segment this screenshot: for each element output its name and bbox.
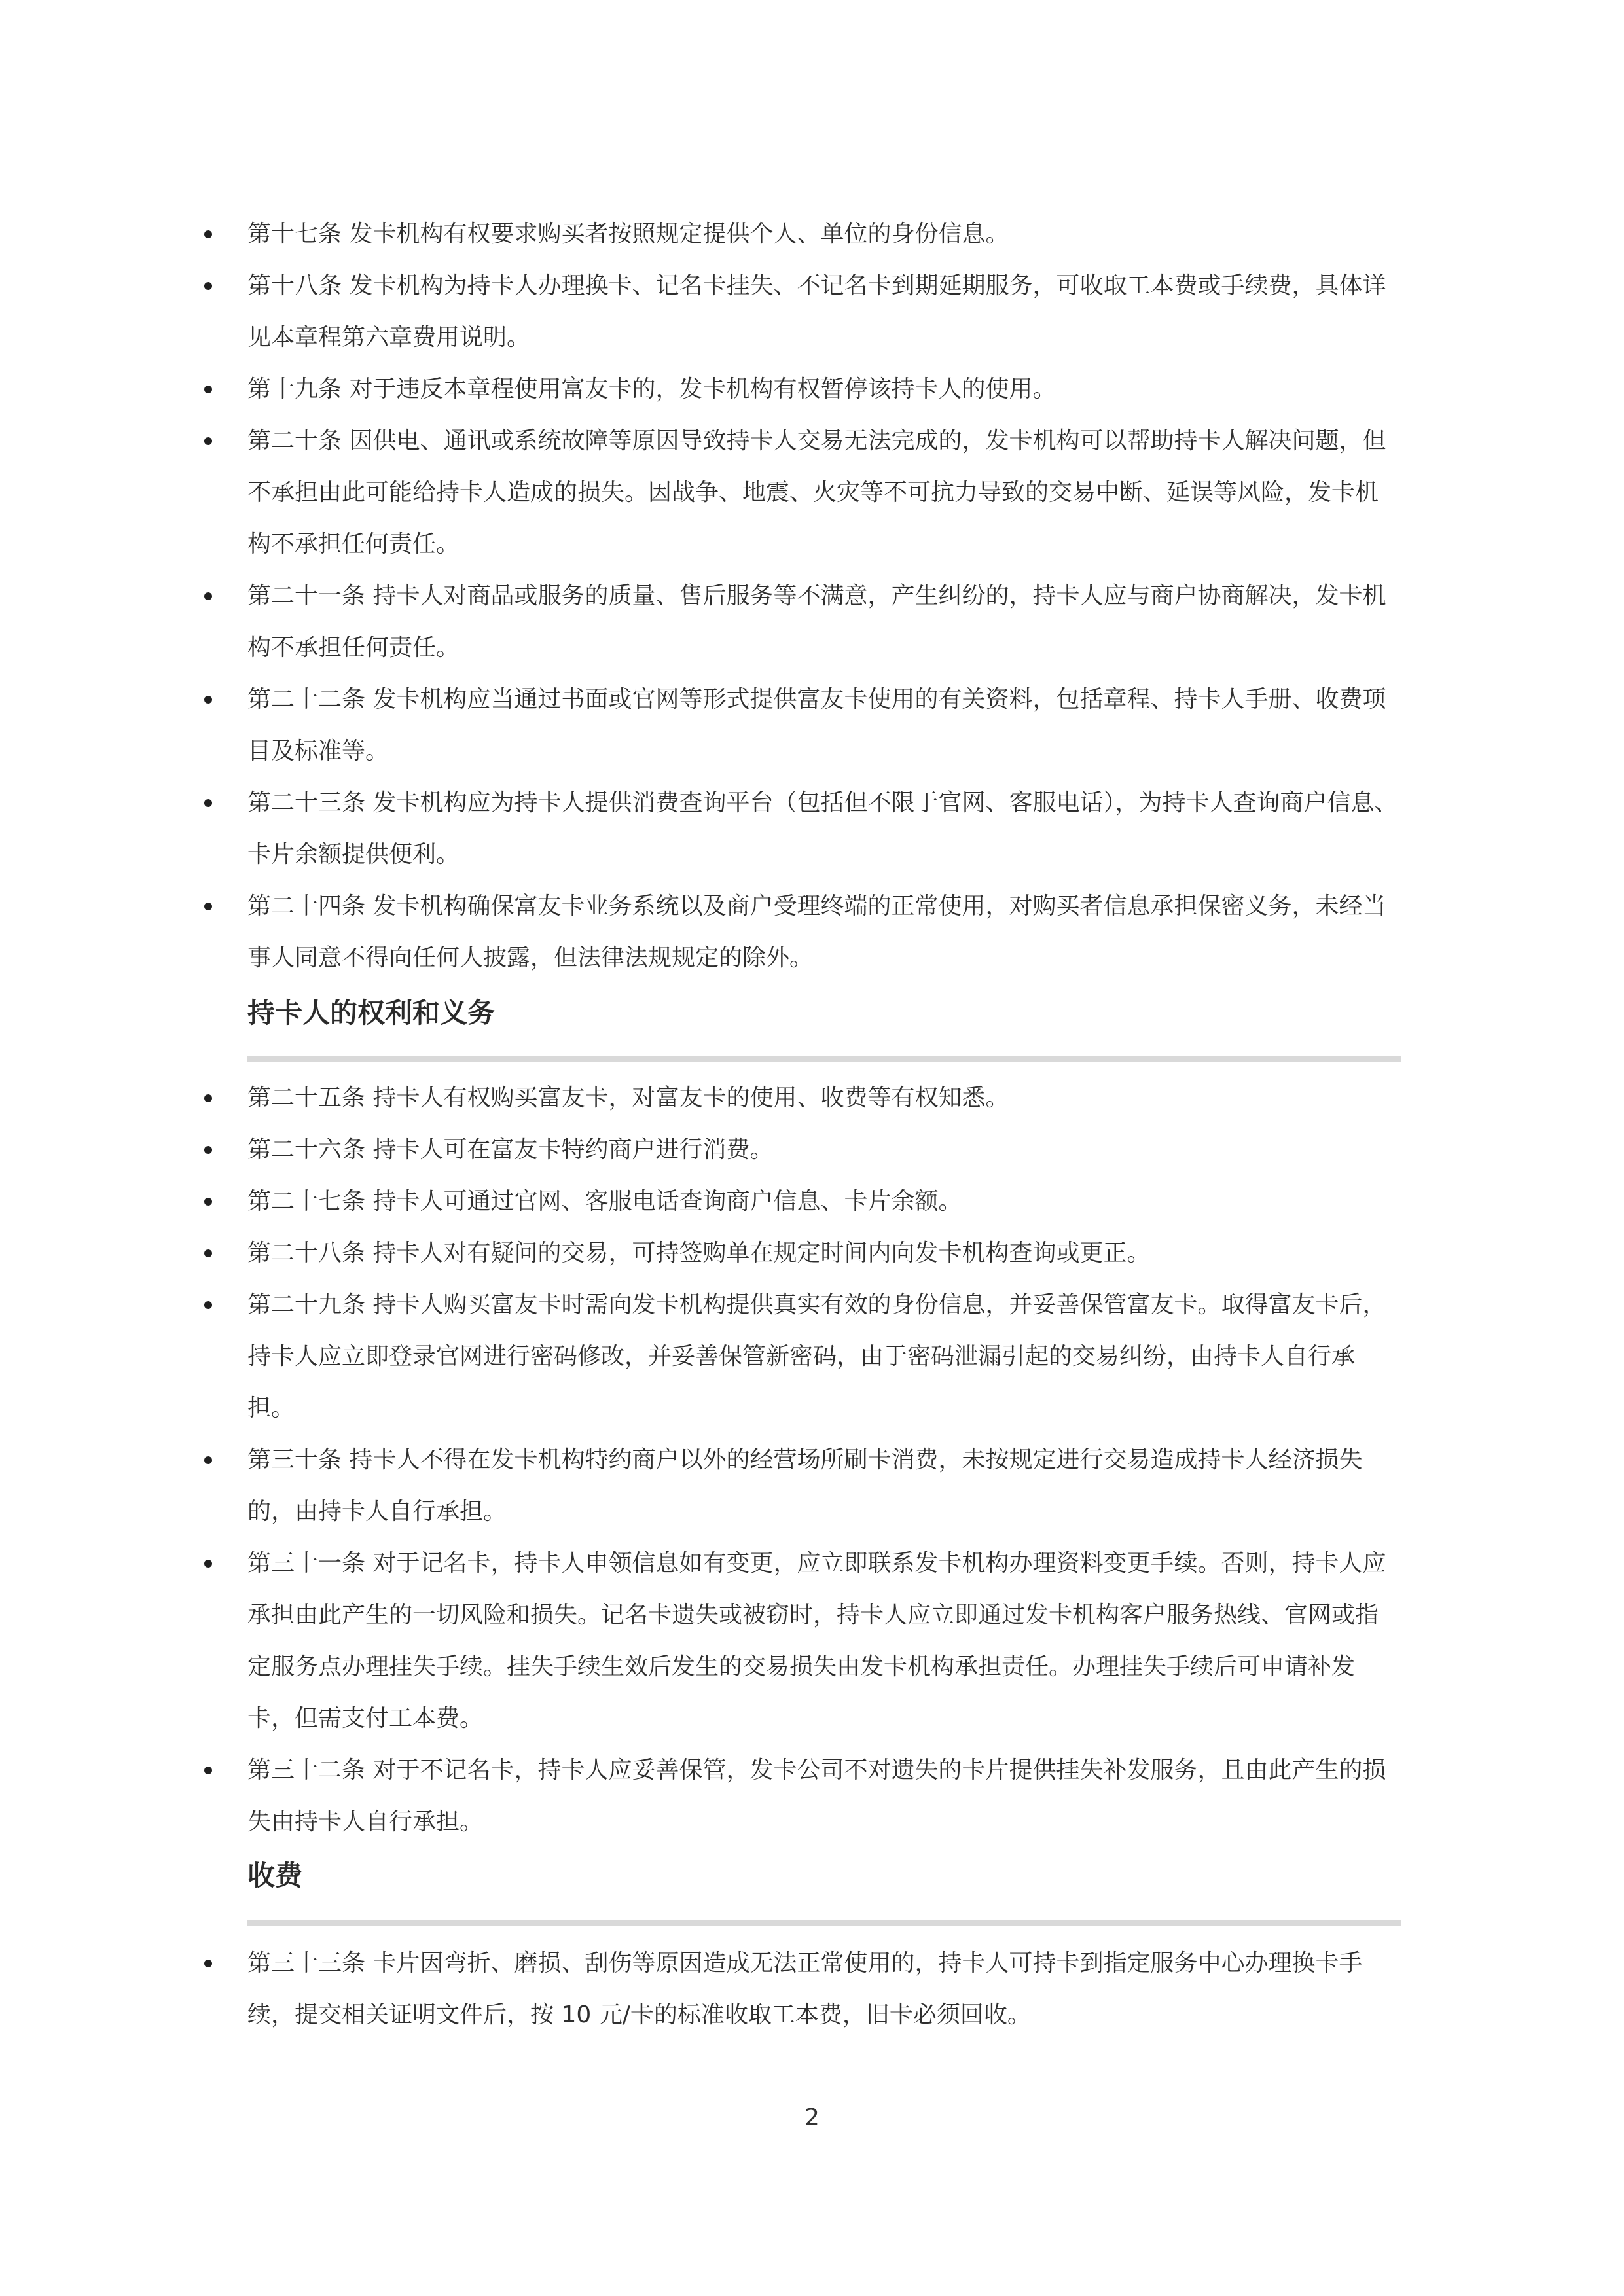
list-item: [196, 1072, 1401, 1124]
article-text: 第二十八条 持卡人对有疑问的交易，可持签购单在规定时间内向发卡机构查询或更正。: [247, 1240, 1151, 1266]
article-text: 第二十三条 发卡机构应为持卡人提供消费查询平台（包括但不限于官网、客服电话），为持卡人查询商户信息、卡片余额提供便利。: [247, 789, 1398, 868]
list-item: [196, 777, 1401, 880]
article-text: 第二十九条 持卡人购买富友卡时需向发卡机构提供真实有效的身份信息，并妥善保管富友卡。取得富友卡后，持卡人应立即登录官网进行密码修改，并妥善保管新密码，由于密码泄漏引起的交易纠纷，由持卡人自行承担。: [247, 1291, 1386, 1422]
list-item: [196, 1744, 1401, 1848]
article-text: 第二十四条 发卡机构确保富友卡业务系统以及商户受理终端的正常使用，对购买者信息承担保密义务，未经当事人同意不得向任何人披露，但法律法规规定的除外。: [247, 893, 1386, 971]
article-text: 第三十三条 卡片因弯折、磨损、刮伤等原因造成无法正常使用的，持卡人可持卡到指定服务中心办理换卡手续，提交相关证明文件后，按 10 元/卡的标准收取工本费，旧卡必须回收。: [247, 1950, 1363, 2028]
article-list-cardholder: [196, 1072, 1401, 1848]
article-text: 第二十二条 发卡机构应当通过书面或官网等形式提供富友卡使用的有关资料，包括章程、持卡人手册、收费项目及标准等。: [247, 686, 1386, 764]
section-heading-cardholder-rights: [247, 987, 1401, 1039]
section-divider: [247, 1920, 1401, 1926]
list-item: [196, 1175, 1401, 1227]
article-text: 第二十一条 持卡人对商品或服务的质量、售后服务等不满意，产生纠纷的，持卡人应与商户协商解决，发卡机构不承担任何责任。: [247, 583, 1386, 661]
list-item: [196, 570, 1401, 673]
article-text: 第二十五条 持卡人有权购买富友卡，对富友卡的使用、收费等有权知悉。: [247, 1085, 1009, 1111]
section-title: 持卡人的权利和义务: [247, 997, 496, 1029]
list-item: [196, 260, 1401, 363]
page-number: 2: [804, 2104, 820, 2131]
article-text: 第三十二条 对于不记名卡，持卡人应妥善保管，发卡公司不对遗失的卡片提供挂失补发服务，且由此产生的损失由持卡人自行承担。: [247, 1757, 1386, 1835]
article-list-fees: [196, 1937, 1401, 2041]
list-item: [196, 673, 1401, 777]
article-text: 第三十条 持卡人不得在发卡机构特约商户以外的经营场所刷卡消费，未按规定进行交易造成持卡人经济损失的，由持卡人自行承担。: [247, 1446, 1363, 1525]
article-text: 第二十六条 持卡人可在富友卡特约商户进行消费。: [247, 1136, 774, 1163]
list-item: [196, 1537, 1401, 1744]
list-item: [196, 415, 1401, 570]
article-text: 第十九条 对于违反本章程使用富友卡的，发卡机构有权暂停该持卡人的使用。: [247, 376, 1056, 403]
list-item: [196, 1937, 1401, 2041]
article-text: 第十七条 发卡机构有权要求购买者按照规定提供个人、单位的身份信息。: [247, 221, 1009, 247]
article-text: 第二十条 因供电、通讯或系统故障等原因导致持卡人交易无法完成的，发卡机构可以帮助持卡人解决问题，但不承担由此可能给持卡人造成的损失。因战争、地震、火灾等不可抗力导致的交易中断、延误等风险，发卡机构不承担任何责任。: [247, 427, 1386, 558]
section-heading-fees: [247, 1850, 1401, 1902]
list-item: [196, 1279, 1401, 1434]
article-list-obligations: [196, 208, 1401, 984]
list-item: [196, 1124, 1401, 1175]
list-item: [196, 880, 1401, 984]
list-item: [196, 1434, 1401, 1537]
article-text: 第十八条 发卡机构为持卡人办理换卡、记名卡挂失、不记名卡到期延期服务，可收取工本费或手续费，具体详见本章程第六章费用说明。: [247, 272, 1386, 351]
article-text: 第二十七条 持卡人可通过官网、客服电话查询商户信息、卡片余额。: [247, 1188, 962, 1215]
section-divider: [247, 1056, 1401, 1062]
list-item: [196, 208, 1401, 260]
list-item: [196, 1227, 1401, 1279]
article-text: 第三十一条 对于记名卡，持卡人申领信息如有变更，应立即联系发卡机构办理资料变更手续。否则，持卡人应承担由此产生的一切风险和损失。记名卡遗失或被窃时，持卡人应立即通过发卡机构客户服务热线、官网或指定服务点办理挂失手续。挂失手续生效后发生的交易损失由发卡机构承担责任。办理挂失手续后可申请补发卡，但需支付工本费。: [247, 1550, 1386, 1732]
section-title: 收费: [247, 1859, 303, 1892]
list-item: [196, 363, 1401, 415]
